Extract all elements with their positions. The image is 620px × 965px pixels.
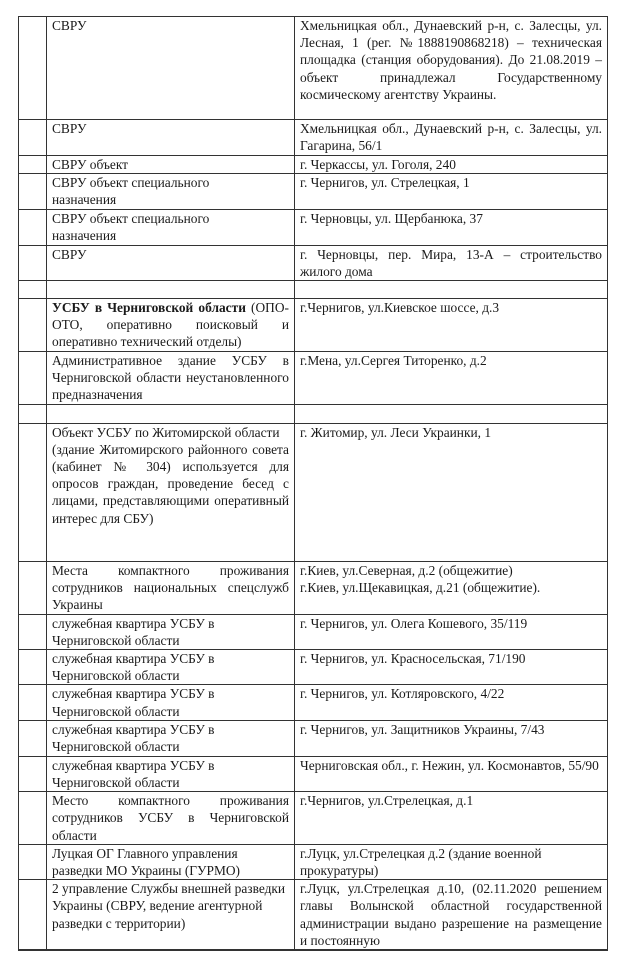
address-cell: г. Черновцы, пер. Мира, 13-А – строительство жилого дома xyxy=(295,245,608,280)
address-cell: г. Житомир, ул. Леси Украинки, 1 xyxy=(295,423,608,561)
name-cell: СВРУ xyxy=(47,245,295,280)
table-row xyxy=(19,685,608,720)
table-row xyxy=(19,299,608,352)
address-cell xyxy=(295,281,608,299)
table-row xyxy=(19,561,608,614)
index-cell xyxy=(19,120,47,156)
address-cell: г.Чернигов, ул.Стрелецкая, д.1 xyxy=(295,792,608,845)
name-cell xyxy=(47,281,295,299)
name-bold: УСБУ в Черниговской области xyxy=(52,300,246,316)
address-cell: г.Луцк, ул.Стрелецкая д.2 (здание военной прокуратуры) xyxy=(295,844,608,879)
index-cell xyxy=(19,720,47,756)
address-cell: г.Мена, ул.Сергея Титоренко, д.2 xyxy=(295,352,608,405)
address-extra: г.Киев, ул.Щекавицкая, д.21 (общежитие). xyxy=(300,579,541,595)
name-cell: Луцкая ОГ Главного управления разведки МО Украины (ГУРМО) xyxy=(47,844,295,879)
table-row xyxy=(19,174,608,209)
table-row xyxy=(19,423,608,561)
name-cell: СВРУ xyxy=(47,120,295,156)
table-row xyxy=(19,650,608,685)
index-cell xyxy=(19,423,47,561)
address-cell: г. Чернигов, ул. Красносельская, 71/190 xyxy=(295,650,608,685)
table-row xyxy=(19,614,608,649)
name-text: СВРУ объект специального назначения xyxy=(52,210,210,243)
table-row xyxy=(19,880,608,950)
table-row-empty xyxy=(19,404,608,423)
address-cell xyxy=(295,561,608,614)
table-row-empty xyxy=(19,281,608,299)
index-cell xyxy=(19,209,47,245)
address-cell: Хмельницкая обл., Дунаевский р-н, с. Залесцы, ул. Лесная, 1 (рег. №1888190868218) – техническая площадка (станция оборудования). До 21.08.2019 – объект принадлежал Государственному космическому агентству Украины. xyxy=(295,17,608,120)
name-cell xyxy=(47,685,295,720)
name-cell: Место компактного проживания сотрудников УСБУ в Черниговской области xyxy=(47,792,295,845)
name-text: служебная квартира УСБУ в Черниговской области xyxy=(52,651,215,684)
name-text: СВРУ объект специального назначения xyxy=(52,175,210,208)
table-row xyxy=(19,17,608,120)
table-row xyxy=(19,844,608,879)
address-cell: г. Черновцы, ул. Щербанюка, 37 xyxy=(295,209,608,245)
address-cell xyxy=(295,880,608,950)
name-cell xyxy=(47,209,295,245)
address-cell: г. Чернигов, ул. Котляровского, 4/22 xyxy=(295,685,608,720)
address-cell: Хмельницкая обл., Дунаевский р-н, с. Залесцы, ул. Гагарина, 56/1 xyxy=(295,120,608,156)
name-cell xyxy=(47,614,295,649)
index-cell xyxy=(19,614,47,649)
index-cell xyxy=(19,17,47,120)
address-cell: г. Чернигов, ул. Стрелецкая, 1 xyxy=(295,174,608,209)
table-row xyxy=(19,156,608,174)
table-row xyxy=(19,209,608,245)
index-cell xyxy=(19,561,47,614)
table-row xyxy=(19,720,608,756)
name-cell xyxy=(47,756,295,791)
index-cell xyxy=(19,792,47,845)
table-row xyxy=(19,792,608,845)
name-cell: СВРУ xyxy=(47,17,295,120)
name-text: служебная квартира УСБУ в Черниговской области xyxy=(52,615,215,648)
name-cell xyxy=(47,404,295,423)
name-cell xyxy=(47,650,295,685)
name-cell xyxy=(47,174,295,209)
index-cell xyxy=(19,844,47,879)
address-text: г.Луцк, ул.Стрелецкая д.10, (02.11.2020 решением главы Волынской областной государственной администрации выдано разрешение на размещение и постоянную xyxy=(300,881,602,948)
index-cell xyxy=(19,174,47,209)
table-row xyxy=(19,756,608,791)
index-cell xyxy=(19,299,47,352)
address-cell xyxy=(295,404,608,423)
index-cell xyxy=(19,650,47,685)
table-row xyxy=(19,352,608,405)
address-cell: г. Черкассы, ул. Гоголя, 240 xyxy=(295,156,608,174)
name-cell: 2 управление Службы внешней разведки Украины (СВРУ, ведение агентурной разведки с территории) xyxy=(47,880,295,950)
name-text: (ОПО-ОТО, оперативно поисковый и оперативно технический отделы) xyxy=(52,300,289,350)
name-cell xyxy=(47,720,295,756)
index-cell xyxy=(19,281,47,299)
index-cell xyxy=(19,352,47,405)
name-text: служебная квартира УСБУ в Черниговской области xyxy=(52,721,215,755)
name-extra: (здание Житомирского районного совета (кабинет № 304) используется для опросов граждан, проведение бесед с лицами, представляющими оперативный интерес для СБУ) xyxy=(52,441,289,526)
address-cell: г. Чернигов, ул. Олега Кошевого, 35/119 xyxy=(295,614,608,649)
address-cell: г. Чернигов, ул. Защитников Украины, 7/43 xyxy=(295,720,608,756)
index-cell xyxy=(19,756,47,791)
index-cell xyxy=(19,245,47,280)
index-cell xyxy=(19,685,47,720)
address-cell: Черниговская обл., г. Нежин, ул. Космонавтов, 55/90 xyxy=(295,756,608,791)
address-text: г.Киев, ул.Северная, д.2 (общежитие) xyxy=(300,562,513,578)
name-cell xyxy=(47,299,295,352)
address-cell: г.Чернигов, ул.Киевское шоссе, д.3 xyxy=(295,299,608,352)
name-cell: Административное здание УСБУ в Черниговской области неустановленного предназначения xyxy=(47,352,295,405)
name-cell xyxy=(47,423,295,561)
name-cell: Места компактного проживания сотрудников национальных спецслужб Украины xyxy=(47,561,295,614)
name-text: Объект УСБУ по Житомирской области xyxy=(52,424,280,440)
index-cell xyxy=(19,404,47,423)
table-row xyxy=(19,120,608,156)
name-cell: СВРУ объект xyxy=(47,156,295,174)
index-cell xyxy=(19,880,47,950)
index-cell xyxy=(19,156,47,174)
name-text: служебная квартира УСБУ в Черниговской области xyxy=(52,757,215,791)
facilities-table xyxy=(18,16,608,951)
name-text: служебная квартира УСБУ в Черниговской области xyxy=(52,686,215,719)
table-row xyxy=(19,245,608,280)
